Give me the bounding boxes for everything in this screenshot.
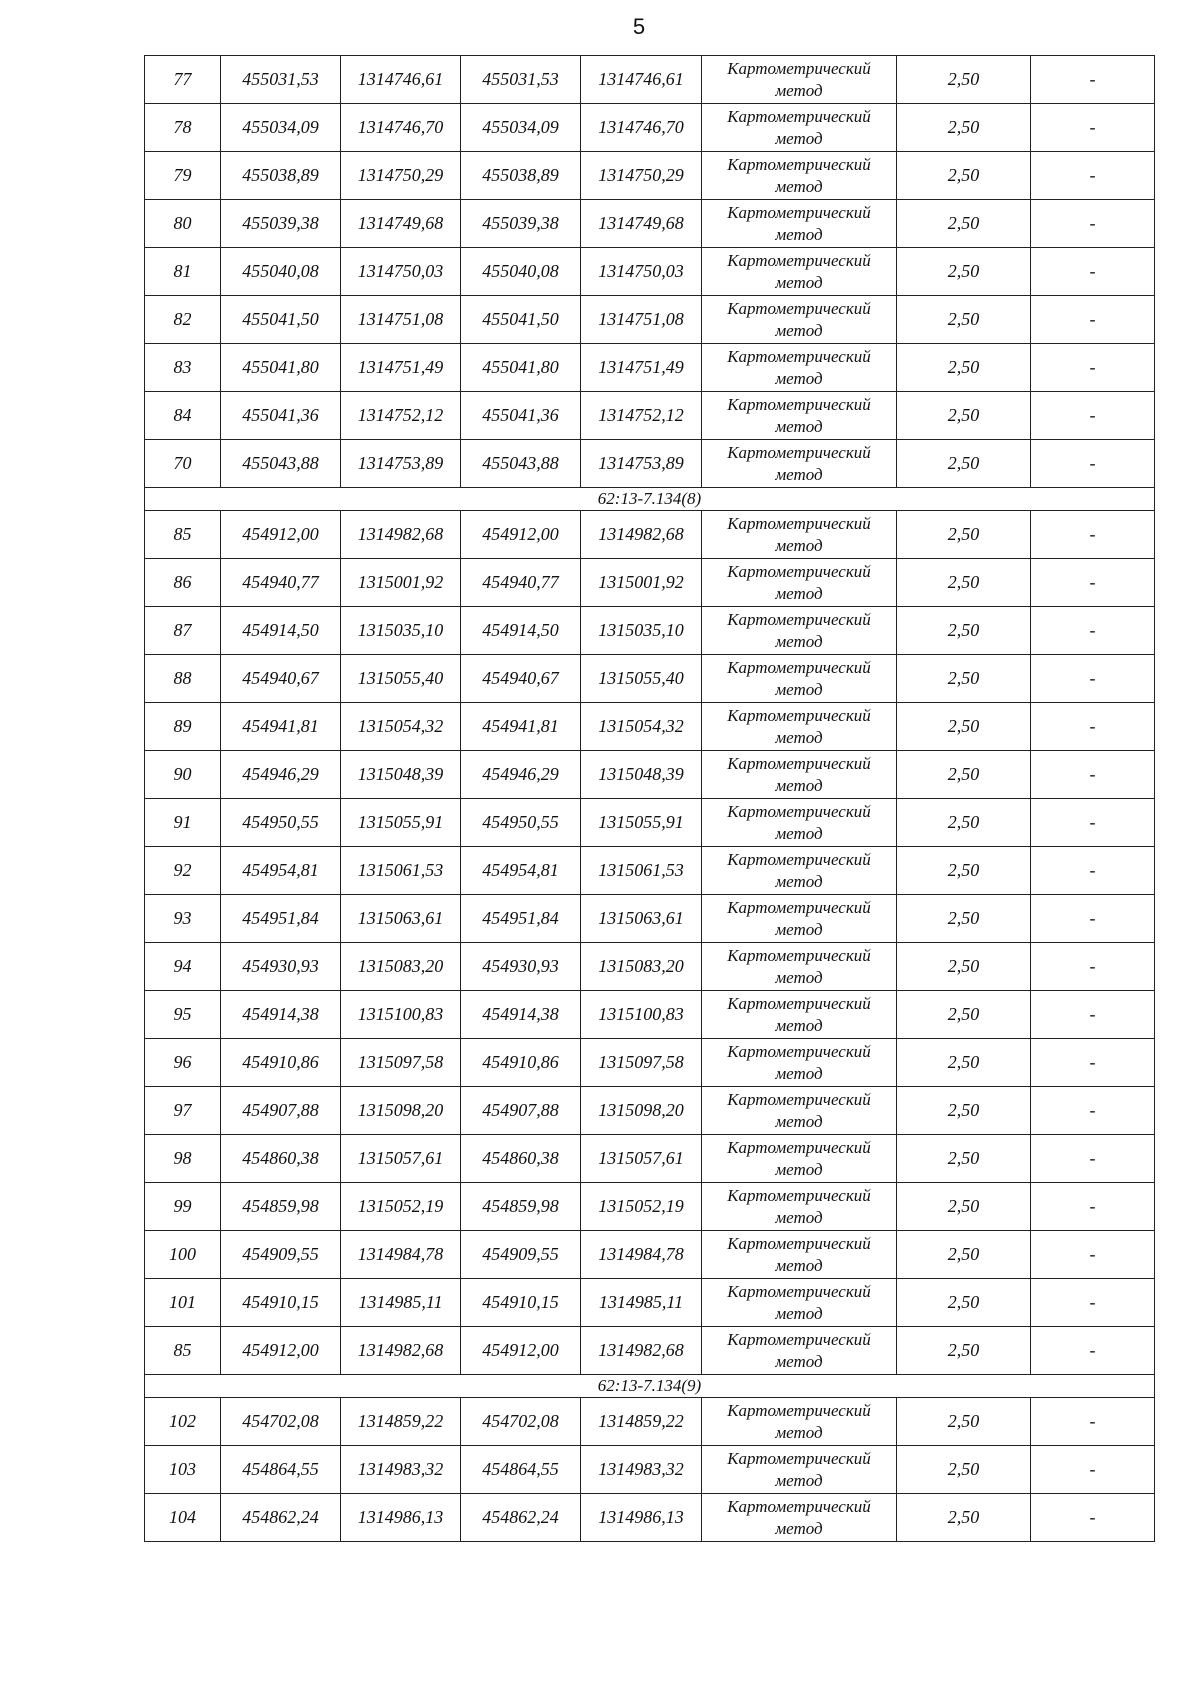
y-existing-cell: 1314750,29 bbox=[341, 152, 461, 200]
x-existing-cell: 455031,53 bbox=[221, 56, 341, 104]
x-new-cell: 454860,38 bbox=[461, 1135, 581, 1183]
accuracy-cell: 2,50 bbox=[897, 296, 1031, 344]
y-existing-cell: 1314985,11 bbox=[341, 1279, 461, 1327]
description-cell: - bbox=[1031, 1398, 1155, 1446]
method-cell: Картометрический метод bbox=[702, 751, 897, 799]
y-new-cell: 1314752,12 bbox=[581, 392, 702, 440]
method-cell: Картометрический метод bbox=[702, 559, 897, 607]
y-existing-cell: 1314983,32 bbox=[341, 1446, 461, 1494]
accuracy-cell: 2,50 bbox=[897, 607, 1031, 655]
x-existing-cell: 454862,24 bbox=[221, 1494, 341, 1542]
description-cell: - bbox=[1031, 296, 1155, 344]
y-new-cell: 1315061,53 bbox=[581, 847, 702, 895]
table-row bbox=[145, 344, 1155, 392]
table-row bbox=[145, 1279, 1155, 1327]
x-new-cell: 454912,00 bbox=[461, 1327, 581, 1375]
table-row bbox=[145, 1446, 1155, 1494]
method-cell: Картометрический метод bbox=[702, 344, 897, 392]
point-number-cell: 90 bbox=[145, 751, 221, 799]
table-row bbox=[145, 703, 1155, 751]
method-cell: Картометрический метод bbox=[702, 1087, 897, 1135]
y-existing-cell: 1314753,89 bbox=[341, 440, 461, 488]
point-number-cell: 100 bbox=[145, 1231, 221, 1279]
point-number-cell: 88 bbox=[145, 655, 221, 703]
method-cell: Картометрический метод bbox=[702, 440, 897, 488]
accuracy-cell: 2,50 bbox=[897, 344, 1031, 392]
description-cell: - bbox=[1031, 248, 1155, 296]
method-cell: Картометрический метод bbox=[702, 511, 897, 559]
description-cell: - bbox=[1031, 991, 1155, 1039]
y-new-cell: 1315035,10 bbox=[581, 607, 702, 655]
x-existing-cell: 454864,55 bbox=[221, 1446, 341, 1494]
x-new-cell: 454702,08 bbox=[461, 1398, 581, 1446]
section-label: 62:13-7.134(8) bbox=[145, 488, 1155, 511]
description-cell: - bbox=[1031, 1135, 1155, 1183]
x-existing-cell: 454954,81 bbox=[221, 847, 341, 895]
method-cell: Картометрический метод bbox=[702, 847, 897, 895]
x-new-cell: 454941,81 bbox=[461, 703, 581, 751]
x-existing-cell: 454951,84 bbox=[221, 895, 341, 943]
description-cell: - bbox=[1031, 943, 1155, 991]
point-number-cell: 103 bbox=[145, 1446, 221, 1494]
x-existing-cell: 455043,88 bbox=[221, 440, 341, 488]
method-cell: Картометрический метод bbox=[702, 392, 897, 440]
accuracy-cell: 2,50 bbox=[897, 1183, 1031, 1231]
x-new-cell: 455043,88 bbox=[461, 440, 581, 488]
y-existing-cell: 1314746,70 bbox=[341, 104, 461, 152]
table-row bbox=[145, 943, 1155, 991]
point-number-cell: 104 bbox=[145, 1494, 221, 1542]
x-new-cell: 454954,81 bbox=[461, 847, 581, 895]
table-row bbox=[145, 991, 1155, 1039]
accuracy-cell: 2,50 bbox=[897, 1446, 1031, 1494]
point-number-cell: 95 bbox=[145, 991, 221, 1039]
x-existing-cell: 454940,77 bbox=[221, 559, 341, 607]
x-existing-cell: 454912,00 bbox=[221, 511, 341, 559]
accuracy-cell: 2,50 bbox=[897, 200, 1031, 248]
accuracy-cell: 2,50 bbox=[897, 392, 1031, 440]
x-new-cell: 454909,55 bbox=[461, 1231, 581, 1279]
point-number-cell: 86 bbox=[145, 559, 221, 607]
accuracy-cell: 2,50 bbox=[897, 655, 1031, 703]
method-cell: Картометрический метод bbox=[702, 991, 897, 1039]
y-existing-cell: 1314984,78 bbox=[341, 1231, 461, 1279]
y-new-cell: 1314746,70 bbox=[581, 104, 702, 152]
table-row bbox=[145, 296, 1155, 344]
y-new-cell: 1314749,68 bbox=[581, 200, 702, 248]
point-number-cell: 94 bbox=[145, 943, 221, 991]
method-cell: Картометрический метод bbox=[702, 895, 897, 943]
y-existing-cell: 1315098,20 bbox=[341, 1087, 461, 1135]
y-existing-cell: 1314982,68 bbox=[341, 1327, 461, 1375]
y-new-cell: 1315057,61 bbox=[581, 1135, 702, 1183]
y-new-cell: 1314982,68 bbox=[581, 511, 702, 559]
point-number-cell: 83 bbox=[145, 344, 221, 392]
y-existing-cell: 1315035,10 bbox=[341, 607, 461, 655]
table-row bbox=[145, 751, 1155, 799]
x-existing-cell: 454914,38 bbox=[221, 991, 341, 1039]
point-number-cell: 97 bbox=[145, 1087, 221, 1135]
y-existing-cell: 1315083,20 bbox=[341, 943, 461, 991]
x-new-cell: 454950,55 bbox=[461, 799, 581, 847]
y-existing-cell: 1315061,53 bbox=[341, 847, 461, 895]
y-new-cell: 1314750,29 bbox=[581, 152, 702, 200]
accuracy-cell: 2,50 bbox=[897, 104, 1031, 152]
x-existing-cell: 454930,93 bbox=[221, 943, 341, 991]
y-existing-cell: 1315048,39 bbox=[341, 751, 461, 799]
method-cell: Картометрический метод bbox=[702, 1446, 897, 1494]
point-number-cell: 77 bbox=[145, 56, 221, 104]
method-cell: Картометрический метод bbox=[702, 1231, 897, 1279]
table-row bbox=[145, 895, 1155, 943]
point-number-cell: 91 bbox=[145, 799, 221, 847]
x-existing-cell: 454914,50 bbox=[221, 607, 341, 655]
method-cell: Картометрический метод bbox=[702, 104, 897, 152]
accuracy-cell: 2,50 bbox=[897, 511, 1031, 559]
x-new-cell: 454910,15 bbox=[461, 1279, 581, 1327]
x-new-cell: 454940,77 bbox=[461, 559, 581, 607]
method-cell: Картометрический метод bbox=[702, 1183, 897, 1231]
point-number-cell: 78 bbox=[145, 104, 221, 152]
x-existing-cell: 455038,89 bbox=[221, 152, 341, 200]
y-existing-cell: 1314750,03 bbox=[341, 248, 461, 296]
y-new-cell: 1314746,61 bbox=[581, 56, 702, 104]
accuracy-cell: 2,50 bbox=[897, 1039, 1031, 1087]
y-new-cell: 1314982,68 bbox=[581, 1327, 702, 1375]
y-new-cell: 1314753,89 bbox=[581, 440, 702, 488]
point-number-cell: 79 bbox=[145, 152, 221, 200]
x-new-cell: 454862,24 bbox=[461, 1494, 581, 1542]
method-cell: Картометрический метод bbox=[702, 655, 897, 703]
method-cell: Картометрический метод bbox=[702, 200, 897, 248]
y-new-cell: 1315048,39 bbox=[581, 751, 702, 799]
description-cell: - bbox=[1031, 1327, 1155, 1375]
method-cell: Картометрический метод bbox=[702, 248, 897, 296]
table-row bbox=[145, 511, 1155, 559]
y-existing-cell: 1314986,13 bbox=[341, 1494, 461, 1542]
method-cell: Картометрический метод bbox=[702, 1398, 897, 1446]
accuracy-cell: 2,50 bbox=[897, 991, 1031, 1039]
x-new-cell: 454940,67 bbox=[461, 655, 581, 703]
table-row bbox=[145, 1231, 1155, 1279]
y-existing-cell: 1315055,91 bbox=[341, 799, 461, 847]
x-new-cell: 454914,50 bbox=[461, 607, 581, 655]
section-row bbox=[145, 488, 1155, 511]
method-cell: Картометрический метод bbox=[702, 56, 897, 104]
point-number-cell: 101 bbox=[145, 1279, 221, 1327]
accuracy-cell: 2,50 bbox=[897, 152, 1031, 200]
table-row bbox=[145, 440, 1155, 488]
method-cell: Картометрический метод bbox=[702, 1327, 897, 1375]
accuracy-cell: 2,50 bbox=[897, 1087, 1031, 1135]
x-existing-cell: 455034,09 bbox=[221, 104, 341, 152]
y-existing-cell: 1314752,12 bbox=[341, 392, 461, 440]
description-cell: - bbox=[1031, 440, 1155, 488]
y-new-cell: 1315100,83 bbox=[581, 991, 702, 1039]
x-new-cell: 455039,38 bbox=[461, 200, 581, 248]
y-existing-cell: 1314982,68 bbox=[341, 511, 461, 559]
description-cell: - bbox=[1031, 799, 1155, 847]
x-new-cell: 454910,86 bbox=[461, 1039, 581, 1087]
table-row bbox=[145, 1398, 1155, 1446]
method-cell: Картометрический метод bbox=[702, 1494, 897, 1542]
x-new-cell: 455038,89 bbox=[461, 152, 581, 200]
description-cell: - bbox=[1031, 104, 1155, 152]
x-existing-cell: 454860,38 bbox=[221, 1135, 341, 1183]
y-new-cell: 1315083,20 bbox=[581, 943, 702, 991]
y-new-cell: 1315098,20 bbox=[581, 1087, 702, 1135]
method-cell: Картометрический метод bbox=[702, 296, 897, 344]
y-new-cell: 1315052,19 bbox=[581, 1183, 702, 1231]
y-new-cell: 1314751,49 bbox=[581, 344, 702, 392]
table-row bbox=[145, 847, 1155, 895]
table-row bbox=[145, 1087, 1155, 1135]
description-cell: - bbox=[1031, 703, 1155, 751]
accuracy-cell: 2,50 bbox=[897, 559, 1031, 607]
y-new-cell: 1314859,22 bbox=[581, 1398, 702, 1446]
x-existing-cell: 454910,15 bbox=[221, 1279, 341, 1327]
point-number-cell: 87 bbox=[145, 607, 221, 655]
description-cell: - bbox=[1031, 392, 1155, 440]
table-row bbox=[145, 799, 1155, 847]
y-existing-cell: 1315100,83 bbox=[341, 991, 461, 1039]
y-new-cell: 1315001,92 bbox=[581, 559, 702, 607]
method-cell: Картометрический метод bbox=[702, 799, 897, 847]
x-new-cell: 455034,09 bbox=[461, 104, 581, 152]
point-number-cell: 80 bbox=[145, 200, 221, 248]
point-number-cell: 81 bbox=[145, 248, 221, 296]
description-cell: - bbox=[1031, 56, 1155, 104]
table-row bbox=[145, 1183, 1155, 1231]
point-number-cell: 98 bbox=[145, 1135, 221, 1183]
x-existing-cell: 454941,81 bbox=[221, 703, 341, 751]
y-existing-cell: 1314749,68 bbox=[341, 200, 461, 248]
x-new-cell: 454864,55 bbox=[461, 1446, 581, 1494]
x-existing-cell: 454950,55 bbox=[221, 799, 341, 847]
y-existing-cell: 1314746,61 bbox=[341, 56, 461, 104]
method-cell: Картометрический метод bbox=[702, 703, 897, 751]
description-cell: - bbox=[1031, 1231, 1155, 1279]
y-new-cell: 1315097,58 bbox=[581, 1039, 702, 1087]
accuracy-cell: 2,50 bbox=[897, 751, 1031, 799]
accuracy-cell: 2,50 bbox=[897, 1279, 1031, 1327]
x-existing-cell: 454912,00 bbox=[221, 1327, 341, 1375]
method-cell: Картометрический метод bbox=[702, 943, 897, 991]
description-cell: - bbox=[1031, 1183, 1155, 1231]
y-new-cell: 1314750,03 bbox=[581, 248, 702, 296]
accuracy-cell: 2,50 bbox=[897, 248, 1031, 296]
description-cell: - bbox=[1031, 511, 1155, 559]
x-new-cell: 455040,08 bbox=[461, 248, 581, 296]
y-existing-cell: 1314859,22 bbox=[341, 1398, 461, 1446]
y-existing-cell: 1315054,32 bbox=[341, 703, 461, 751]
accuracy-cell: 2,50 bbox=[897, 1231, 1031, 1279]
point-number-cell: 84 bbox=[145, 392, 221, 440]
y-existing-cell: 1314751,08 bbox=[341, 296, 461, 344]
x-existing-cell: 454910,86 bbox=[221, 1039, 341, 1087]
x-existing-cell: 455041,80 bbox=[221, 344, 341, 392]
y-existing-cell: 1315063,61 bbox=[341, 895, 461, 943]
description-cell: - bbox=[1031, 751, 1155, 799]
y-new-cell: 1314983,32 bbox=[581, 1446, 702, 1494]
table-body bbox=[145, 56, 1155, 1542]
x-existing-cell: 455041,50 bbox=[221, 296, 341, 344]
table-row bbox=[145, 607, 1155, 655]
method-cell: Картометрический метод bbox=[702, 152, 897, 200]
point-number-cell: 99 bbox=[145, 1183, 221, 1231]
description-cell: - bbox=[1031, 655, 1155, 703]
table-row bbox=[145, 1039, 1155, 1087]
x-existing-cell: 454702,08 bbox=[221, 1398, 341, 1446]
y-existing-cell: 1315052,19 bbox=[341, 1183, 461, 1231]
accuracy-cell: 2,50 bbox=[897, 943, 1031, 991]
table-row bbox=[145, 56, 1155, 104]
y-new-cell: 1314985,11 bbox=[581, 1279, 702, 1327]
x-existing-cell: 454907,88 bbox=[221, 1087, 341, 1135]
x-new-cell: 454930,93 bbox=[461, 943, 581, 991]
description-cell: - bbox=[1031, 1039, 1155, 1087]
description-cell: - bbox=[1031, 847, 1155, 895]
description-cell: - bbox=[1031, 344, 1155, 392]
description-cell: - bbox=[1031, 200, 1155, 248]
table-row bbox=[145, 1494, 1155, 1542]
point-number-cell: 89 bbox=[145, 703, 221, 751]
y-new-cell: 1315063,61 bbox=[581, 895, 702, 943]
accuracy-cell: 2,50 bbox=[897, 1327, 1031, 1375]
table-row bbox=[145, 1135, 1155, 1183]
accuracy-cell: 2,50 bbox=[897, 440, 1031, 488]
table-row bbox=[145, 248, 1155, 296]
x-new-cell: 455041,80 bbox=[461, 344, 581, 392]
y-existing-cell: 1315055,40 bbox=[341, 655, 461, 703]
x-existing-cell: 454940,67 bbox=[221, 655, 341, 703]
x-new-cell: 454914,38 bbox=[461, 991, 581, 1039]
description-cell: - bbox=[1031, 895, 1155, 943]
x-existing-cell: 455041,36 bbox=[221, 392, 341, 440]
point-number-cell: 92 bbox=[145, 847, 221, 895]
description-cell: - bbox=[1031, 152, 1155, 200]
x-new-cell: 454912,00 bbox=[461, 511, 581, 559]
accuracy-cell: 2,50 bbox=[897, 799, 1031, 847]
y-existing-cell: 1314751,49 bbox=[341, 344, 461, 392]
y-new-cell: 1314986,13 bbox=[581, 1494, 702, 1542]
point-number-cell: 85 bbox=[145, 1327, 221, 1375]
table-row bbox=[145, 152, 1155, 200]
accuracy-cell: 2,50 bbox=[897, 895, 1031, 943]
method-cell: Картометрический метод bbox=[702, 1039, 897, 1087]
x-new-cell: 454907,88 bbox=[461, 1087, 581, 1135]
x-new-cell: 455041,50 bbox=[461, 296, 581, 344]
accuracy-cell: 2,50 bbox=[897, 1494, 1031, 1542]
y-new-cell: 1314751,08 bbox=[581, 296, 702, 344]
x-existing-cell: 454859,98 bbox=[221, 1183, 341, 1231]
description-cell: - bbox=[1031, 607, 1155, 655]
method-cell: Картометрический метод bbox=[702, 607, 897, 655]
method-cell: Картометрический метод bbox=[702, 1279, 897, 1327]
description-cell: - bbox=[1031, 559, 1155, 607]
y-new-cell: 1314984,78 bbox=[581, 1231, 702, 1279]
y-existing-cell: 1315001,92 bbox=[341, 559, 461, 607]
accuracy-cell: 2,50 bbox=[897, 1135, 1031, 1183]
y-new-cell: 1315054,32 bbox=[581, 703, 702, 751]
description-cell: - bbox=[1031, 1279, 1155, 1327]
point-number-cell: 96 bbox=[145, 1039, 221, 1087]
x-new-cell: 455041,36 bbox=[461, 392, 581, 440]
page-number: 5 bbox=[632, 14, 646, 39]
x-existing-cell: 454946,29 bbox=[221, 751, 341, 799]
description-cell: - bbox=[1031, 1494, 1155, 1542]
x-new-cell: 455031,53 bbox=[461, 56, 581, 104]
point-number-cell: 85 bbox=[145, 511, 221, 559]
table-row bbox=[145, 655, 1155, 703]
accuracy-cell: 2,50 bbox=[897, 847, 1031, 895]
method-cell: Картометрический метод bbox=[702, 1135, 897, 1183]
point-number-cell: 70 bbox=[145, 440, 221, 488]
description-cell: - bbox=[1031, 1446, 1155, 1494]
table-row bbox=[145, 392, 1155, 440]
table-row bbox=[145, 200, 1155, 248]
x-existing-cell: 455039,38 bbox=[221, 200, 341, 248]
accuracy-cell: 2,50 bbox=[897, 703, 1031, 751]
x-new-cell: 454859,98 bbox=[461, 1183, 581, 1231]
y-existing-cell: 1315057,61 bbox=[341, 1135, 461, 1183]
x-new-cell: 454951,84 bbox=[461, 895, 581, 943]
accuracy-cell: 2,50 bbox=[897, 1398, 1031, 1446]
table-row bbox=[145, 559, 1155, 607]
section-label: 62:13-7.134(9) bbox=[145, 1375, 1155, 1398]
section-row bbox=[145, 1375, 1155, 1398]
x-new-cell: 454946,29 bbox=[461, 751, 581, 799]
table-row bbox=[145, 1327, 1155, 1375]
description-cell: - bbox=[1031, 1087, 1155, 1135]
point-number-cell: 82 bbox=[145, 296, 221, 344]
y-existing-cell: 1315097,58 bbox=[341, 1039, 461, 1087]
point-number-cell: 93 bbox=[145, 895, 221, 943]
y-new-cell: 1315055,40 bbox=[581, 655, 702, 703]
accuracy-cell: 2,50 bbox=[897, 56, 1031, 104]
table-row bbox=[145, 104, 1155, 152]
coordinates-table bbox=[144, 55, 1155, 1542]
x-existing-cell: 455040,08 bbox=[221, 248, 341, 296]
point-number-cell: 102 bbox=[145, 1398, 221, 1446]
y-new-cell: 1315055,91 bbox=[581, 799, 702, 847]
x-existing-cell: 454909,55 bbox=[221, 1231, 341, 1279]
